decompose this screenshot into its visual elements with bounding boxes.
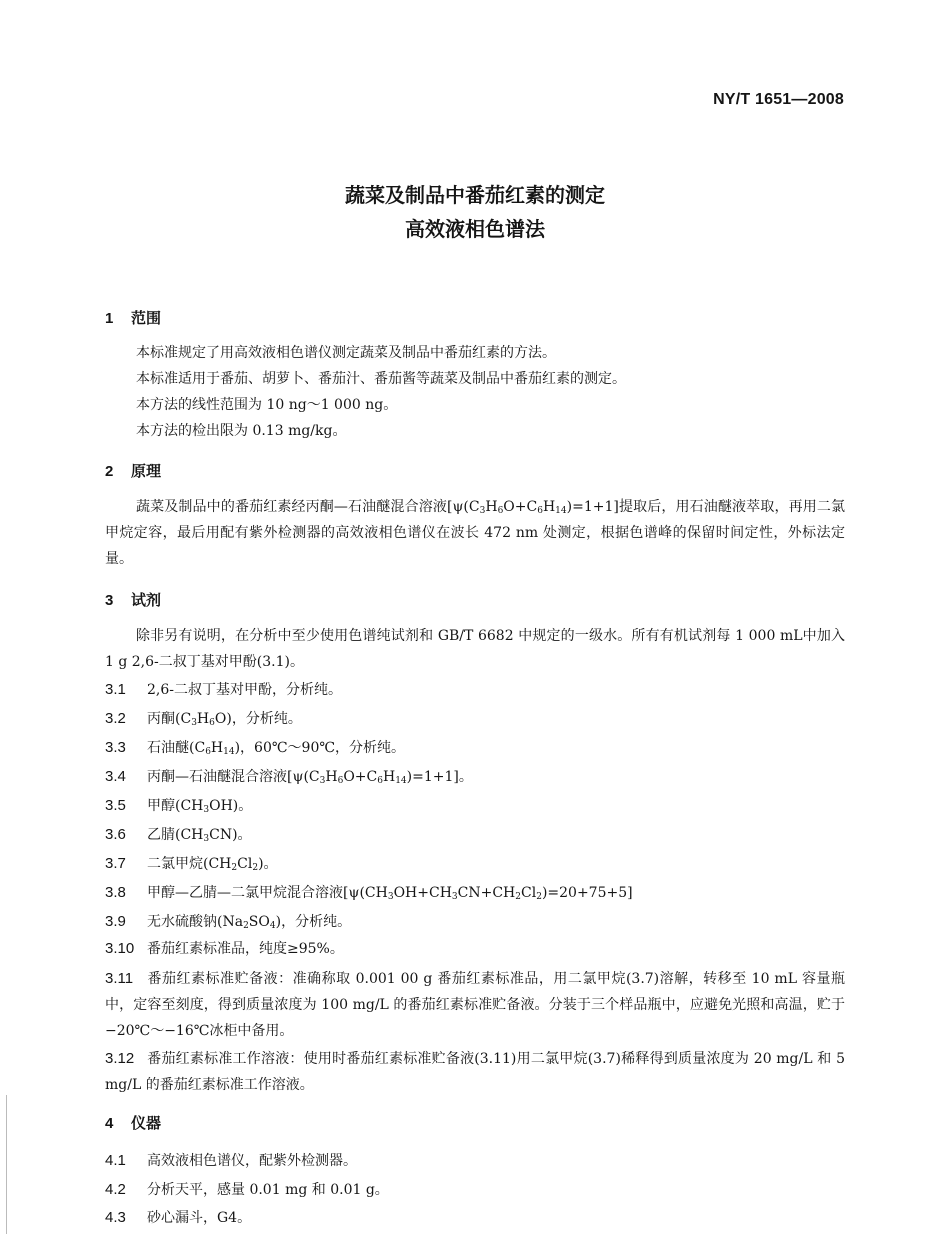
reagent-3-8 <box>105 880 845 906</box>
subscript: 3 <box>479 506 486 516</box>
reagent-3-10 <box>105 936 845 962</box>
subscript: 3 <box>203 834 210 844</box>
clause-text: 砂心漏斗，G4。 <box>147 1210 252 1226</box>
text-run: CN+CH <box>457 885 516 901</box>
clause-text: 分析天平，感量 0.01 mg 和 0.01 g。 <box>147 1182 389 1198</box>
reagent-3-6 <box>105 822 845 848</box>
reagent-3-3 <box>105 735 845 761</box>
reagent-3-1 <box>105 677 845 703</box>
clause-number: 4.2 <box>105 1181 126 1198</box>
clause-number: 3.6 <box>105 826 126 843</box>
text-run: 甲醇—乙腈—二氯甲烷混合溶液[ψ(CH <box>147 885 388 901</box>
text-run: O+C <box>503 499 538 515</box>
clause-text: 番茄红素标准工作溶液：使用时番茄红素标准贮备液(3.11)用二氯甲烷(3.7)稀释得到质量浓度为 20 mg/L 和 5 mg/L 的番茄红素标准工作溶液。 <box>105 1051 845 1093</box>
text-run: O)，分析纯。 <box>214 711 302 727</box>
text-run: )，60℃～90℃，分析纯。 <box>234 740 406 756</box>
text-run: 石油醚(C <box>147 740 206 756</box>
section-number: 1 <box>105 310 114 327</box>
clause-number: 3.3 <box>105 739 126 756</box>
text-run: H <box>210 740 224 756</box>
clause-number: 3.4 <box>105 768 126 785</box>
clause-text: 2,6-二叔丁基对甲酚，分析纯。 <box>147 682 342 698</box>
text-run: 丙酮(C <box>147 711 192 727</box>
text-run: H <box>542 499 556 515</box>
subscript: 2 <box>252 863 259 873</box>
document-subtitle: 高效液相色谱法 <box>405 217 545 241</box>
standard-code: NY/T 1651—2008 <box>713 91 844 108</box>
principle-paragraph <box>105 494 845 572</box>
clause-number: 3.5 <box>105 797 126 814</box>
reagent-3-9 <box>105 909 845 935</box>
text-run: )。 <box>258 856 278 872</box>
subscript: 6 <box>209 718 215 728</box>
text-run: 无水硫酸钠(Na <box>147 914 244 930</box>
clause-number: 3.7 <box>105 855 126 872</box>
subscript: 6 <box>205 747 211 757</box>
subscript: 6 <box>497 506 504 516</box>
instrument-4-1 <box>105 1148 845 1174</box>
section-2-heading <box>105 461 845 482</box>
subscript: 3 <box>203 805 210 815</box>
subscript: 3 <box>191 718 197 728</box>
clause-number: 3.2 <box>105 710 126 727</box>
subscript: 4 <box>269 921 276 931</box>
instrument-4-2 <box>105 1177 845 1203</box>
section-title: 试剂 <box>131 591 162 609</box>
text-run: 丙酮—石油醚混合溶液[ψ(C <box>147 769 320 785</box>
section-1-body <box>105 340 845 444</box>
scope-line-4: 本方法的检出限为 0.13 mg/kg。 <box>136 423 347 439</box>
section-title: 原理 <box>131 462 162 480</box>
clause-text: 高效液相色谱仪，配紫外检测器。 <box>147 1153 357 1169</box>
subscript: 2 <box>243 921 249 931</box>
text-run: OH)。 <box>209 798 253 814</box>
text-run: Cl <box>521 885 537 901</box>
section-3-heading <box>105 590 845 611</box>
subscript: 3 <box>319 776 326 786</box>
subscript: 3 <box>387 892 394 902</box>
subscript: 14 <box>395 776 407 786</box>
scope-line-3: 本方法的线性范围为 10 ng～1 000 ng。 <box>136 397 398 413</box>
scope-line-2: 本标准适用于番茄、胡萝卜、番茄汁、番茄酱等蔬菜及制品中番茄红素的测定。 <box>136 371 626 387</box>
clause-number: 4.3 <box>105 1209 126 1226</box>
subscript: 2 <box>231 863 238 873</box>
text-run: )=1+1]。 <box>406 769 473 785</box>
instrument-4-3 <box>105 1205 845 1231</box>
text-run: SO <box>248 914 270 930</box>
subscript: 2 <box>536 892 542 902</box>
scope-line-1: 本标准规定了用高效液相色谱仪测定蔬菜及制品中番茄红素的方法。 <box>136 345 556 361</box>
reagents-intro: 除非另有说明，在分析中至少使用色谱纯试剂和 GB/T 6682 中规定的一级水。所有有机试剂每 1 000 mL中加入 1 g 2,6-二叔丁基对甲酚(3.1)。 <box>105 628 845 670</box>
clause-text: 番茄红素标准品，纯度≥95%。 <box>147 941 344 957</box>
subscript: 6 <box>337 776 344 786</box>
clause-text: 番茄红素标准贮备液：准确称取 0.001 00 g 番茄红素标准品，用二氯甲烷(3.7)溶解，转移至 10 mL 容量瓶中，定容至刻度，得到质量浓度为 100 mg/L 的番茄红素标准贮备液。分装于三个样品瓶中，应避免光照和高温，贮于−20℃～−16℃冰柜中备用。 <box>105 971 845 1039</box>
subscript: 14 <box>555 506 567 516</box>
text-run: O+C <box>343 769 378 785</box>
scan-edge-line <box>6 1095 7 1234</box>
text-run: 二氯甲烷(CH <box>147 856 232 872</box>
subscript: 2 <box>515 892 521 902</box>
text-run: H <box>196 711 210 727</box>
text-run: )=1+1]提取后，用石油醚液萃取，再用二氯甲烷定容，最后用配有紫外检测器的高效液相色谱仪在波长 472 nm 处测定，根据色谱峰的保留时间定性，外标法定量。 <box>105 499 845 567</box>
clause-number: 3.12 <box>105 1050 135 1067</box>
section-number: 4 <box>105 1115 114 1132</box>
document-title: 蔬菜及制品中番茄红素的测定 <box>345 183 605 207</box>
text-run: H <box>485 499 498 515</box>
clause-number: 3.8 <box>105 884 126 901</box>
reagent-3-11 <box>105 966 845 1044</box>
text-run: 蔬菜及制品中的番茄红素经丙酮—石油醚混合溶液[ψ(C <box>136 499 480 515</box>
reagent-3-5 <box>105 793 845 819</box>
text-run: H <box>382 769 396 785</box>
text-run: H <box>325 769 338 785</box>
subscript: 3 <box>451 892 458 902</box>
clause-number: 3.9 <box>105 913 126 930</box>
text-run: 甲醇(CH <box>147 798 204 814</box>
clause-number: 3.11 <box>105 970 134 987</box>
clause-number: 3.1 <box>105 681 126 698</box>
text-run: Cl <box>237 856 253 872</box>
reagent-3-12 <box>105 1046 845 1098</box>
clause-number: 4.1 <box>105 1152 126 1169</box>
clause-number: 3.10 <box>105 940 135 957</box>
reagent-3-4 <box>105 764 845 790</box>
reagent-3-7 <box>105 851 845 877</box>
section-title: 仪器 <box>131 1114 162 1132</box>
text-run: OH+CH <box>393 885 452 901</box>
section-number: 2 <box>105 463 114 480</box>
text-run: CN)。 <box>209 827 252 843</box>
reagent-3-2 <box>105 706 845 732</box>
text-run: )，分析纯。 <box>275 914 352 930</box>
subscript: 6 <box>377 776 383 786</box>
subscript: 6 <box>537 506 543 516</box>
text-run: 乙腈(CH <box>147 827 204 843</box>
subscript: 14 <box>223 747 235 757</box>
section-title: 范围 <box>131 309 162 327</box>
section-4-heading <box>105 1113 845 1134</box>
section-number: 3 <box>105 592 114 609</box>
section-1-heading <box>105 308 845 329</box>
text-run: )=20+75+5] <box>541 885 633 901</box>
